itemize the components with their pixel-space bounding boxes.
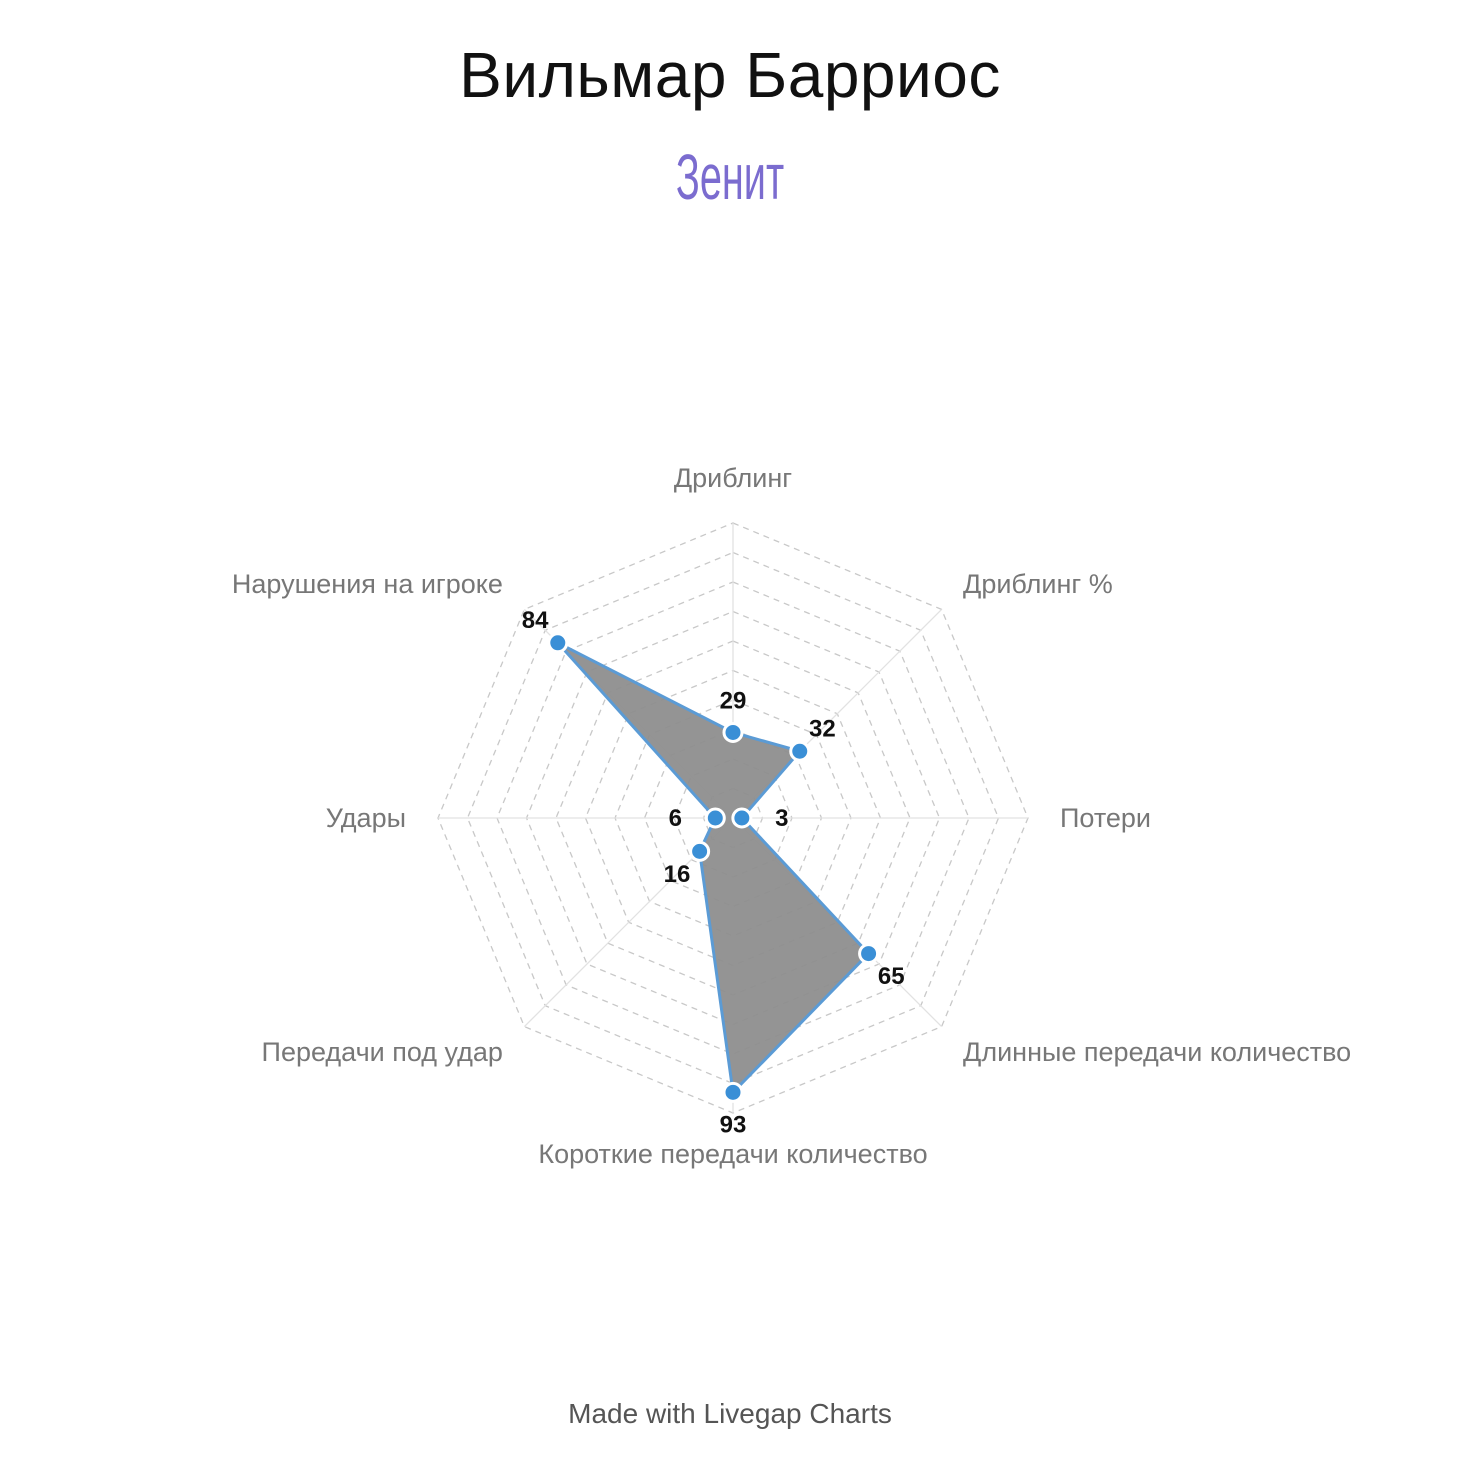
chart-subtitle: Зенит bbox=[675, 141, 785, 213]
value-label: 16 bbox=[663, 861, 691, 889]
axis-label: Длинные передачи количество bbox=[963, 1037, 1352, 1068]
value-label: 3 bbox=[775, 805, 789, 832]
data-point[interactable] bbox=[860, 945, 878, 963]
value-label: 32 bbox=[809, 715, 836, 743]
axis-label: Короткие передачи количество bbox=[538, 1139, 928, 1169]
data-point[interactable] bbox=[706, 809, 724, 827]
value-label: 6 bbox=[668, 805, 682, 832]
axis-label: Нарушения на игроке bbox=[231, 568, 503, 599]
axis-label: Передачи под удар bbox=[261, 1037, 503, 1068]
series-area bbox=[558, 643, 869, 1093]
value-label: 29 bbox=[719, 687, 747, 715]
value-label: 93 bbox=[719, 1111, 747, 1139]
footer-credit: Made with Livegap Charts bbox=[568, 1398, 892, 1429]
value-label: 65 bbox=[877, 963, 905, 991]
data-point[interactable] bbox=[733, 809, 751, 827]
data-point[interactable] bbox=[724, 723, 742, 741]
value-label: 84 bbox=[521, 607, 549, 635]
axis-label: Потери bbox=[1060, 803, 1152, 833]
axis-label: Удары bbox=[325, 803, 406, 833]
data-area bbox=[558, 643, 869, 1093]
data-point[interactable] bbox=[691, 842, 709, 860]
data-point[interactable] bbox=[549, 634, 567, 652]
axis-label: Дриблинг % bbox=[963, 568, 1113, 599]
data-point[interactable] bbox=[724, 1083, 742, 1101]
axis-label: Дриблинг bbox=[673, 463, 793, 493]
data-point[interactable] bbox=[791, 742, 809, 760]
chart-title: Вильмар Барриос bbox=[459, 39, 1001, 111]
